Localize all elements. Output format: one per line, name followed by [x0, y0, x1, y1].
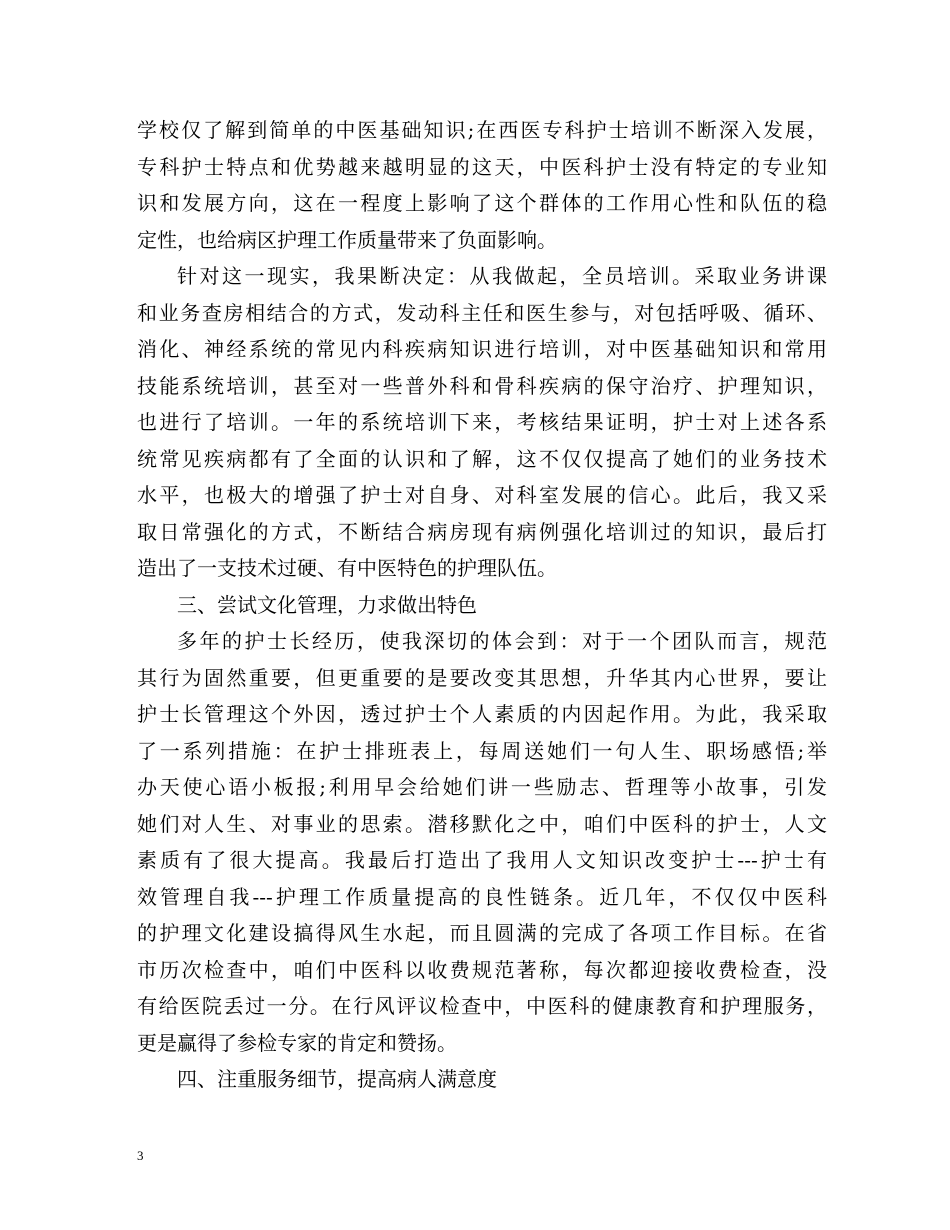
text-line: 有给医院丢过一分。在行风评议检查中，中医科的健康教育和护理服务， [137, 994, 827, 1018]
text-line: 护士长管理这个外因，透过护士个人素质的内因起作用。为此，我采取 [137, 702, 827, 726]
text-line: 效管理自我---护理工作质量提高的良性链条。近几年，不仅仅中医科 [137, 884, 827, 909]
text-line: 统常见疾病都有了全面的认识和了解，这不仅仅提高了她们的业务技术 [137, 446, 827, 471]
text-line: 和业务查房相结合的方式，发动科主任和医生参与，对包括呼吸、循环、 [137, 300, 827, 325]
text-line: 更是赢得了参检专家的肯定和赞扬。 [137, 1030, 457, 1055]
text-line: 了一系列措施：在护士排班表上，每周送她们一句人生、职场感悟;举 [137, 738, 827, 763]
text-line: 办天使心语小板报;利用早会给她们讲一些励志、哲理等小故事，引发 [137, 775, 827, 799]
text-line: 素质有了很大提高。我最后打造出了我用人文知识改变护士---护士有 [137, 848, 827, 872]
text-line: 专科护士特点和优势越来越明显的这天，中医科护士没有特定的专业知 [137, 154, 827, 179]
text-line: 消化、神经系统的常见内科疾病知识进行培训，对中医基础知识和常用 [137, 337, 827, 361]
body-text [137, 112, 827, 1098]
text-line: 三、尝试文化管理，力求做出特色 [177, 592, 477, 617]
text-line: 其行为固然重要，但更重要的是要改变其思想，升华其内心世界，要让 [137, 665, 827, 690]
text-line: 多年的护士长经历，使我深切的体会到：对于一个团队而言，规范 [177, 629, 827, 653]
text-line: 技能系统培训，甚至对一些普外科和骨科疾病的保守治疗、护理知识， [137, 373, 827, 398]
text-line: 也进行了培训。一年的系统培训下来，考核结果证明，护士对上述各系 [137, 410, 827, 434]
text-line: 造出了一支技术过硬、有中医特色的护理队伍。 [137, 556, 557, 580]
text-line: 市历次检查中，咱们中医科以收费规范著称，每次都迎接收费检查，没 [137, 957, 827, 982]
text-line: 取日常强化的方式，不断结合病房现有病例强化培训过的知识，最后打 [137, 519, 827, 544]
text-line: 的护理文化建设搞得风生水起，而且圆满的完成了各项工作目标。在省 [137, 921, 827, 945]
text-line: 针对这一现实，我果断决定：从我做起，全员培训。采取业务讲课 [177, 264, 827, 288]
page-number: 3 [137, 1148, 144, 1163]
text-line: 学校仅了解到简单的中医基础知识;在西医专科护士培训不断深入发展， [137, 118, 827, 142]
text-line: 她们对人生、对事业的思索。潜移默化之中，咱们中医科的护士，人文 [137, 811, 827, 836]
text-line: 识和发展方向，这在一程度上影响了这个群体的工作用心性和队伍的稳 [137, 191, 827, 215]
text-line: 水平，也极大的增强了护士对自身、对科室发展的信心。此后，我又采 [137, 483, 827, 507]
text-line: 定性，也给病区护理工作质量带来了负面影响。 [137, 227, 557, 252]
text-line: 四、注重服务细节，提高病人满意度 [177, 1067, 497, 1091]
